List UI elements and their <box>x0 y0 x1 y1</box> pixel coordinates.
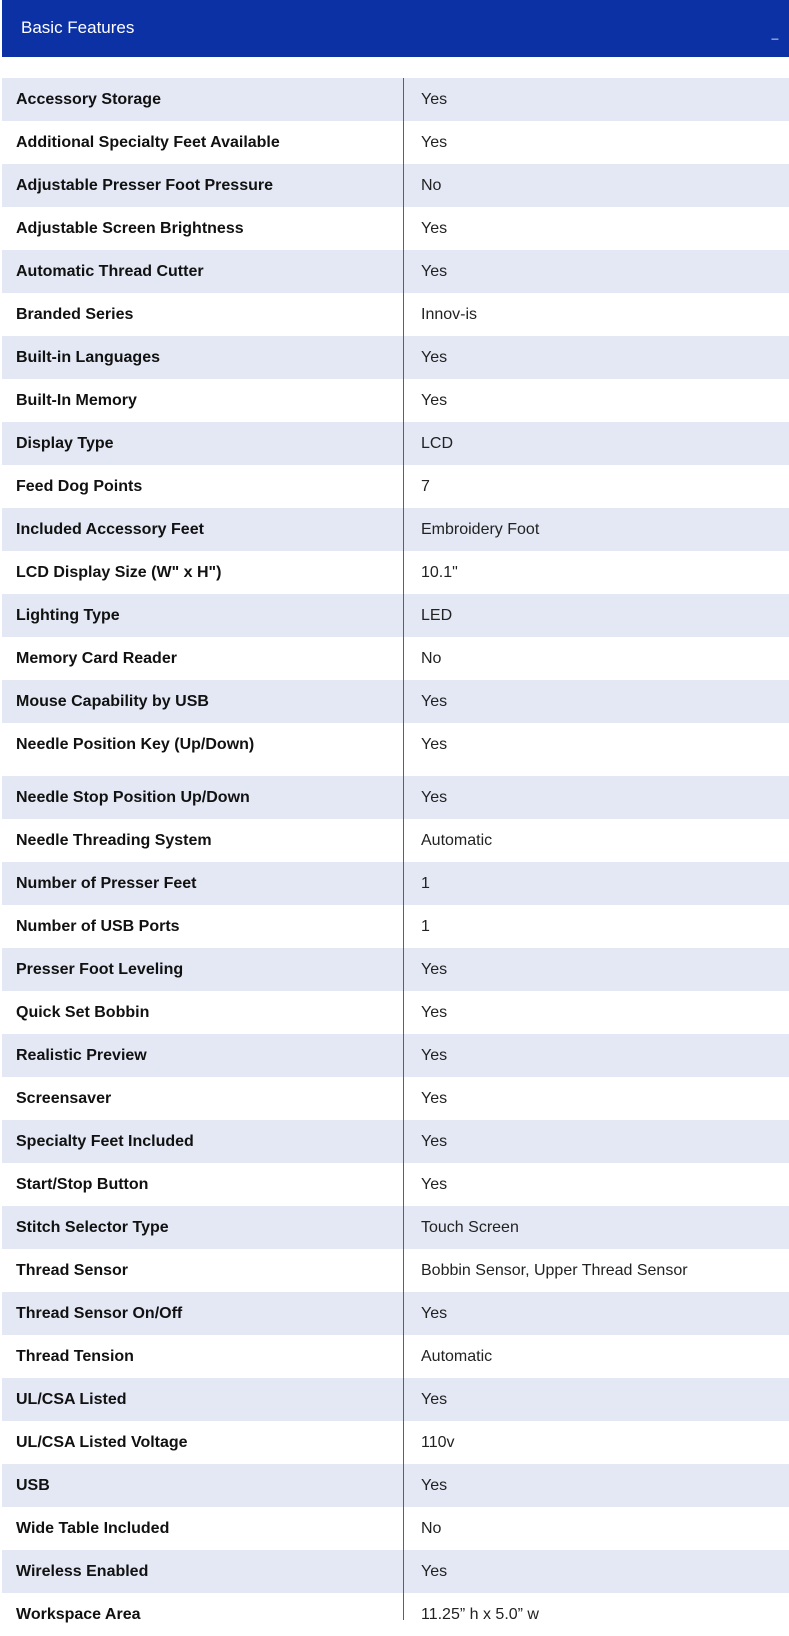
table-row <box>2 336 789 379</box>
spec-label: Adjustable Presser Foot Pressure <box>16 177 273 194</box>
section-header[interactable] <box>2 0 789 57</box>
table-row <box>2 1292 789 1335</box>
spec-label: Lighting Type <box>16 607 120 624</box>
table-row <box>2 164 789 207</box>
table-row <box>2 1550 789 1593</box>
spec-value: No <box>421 650 442 667</box>
spec-label: LCD Display Size (W" x H") <box>16 564 222 581</box>
spec-label: Needle Threading System <box>16 832 212 849</box>
spec-value: 10.1" <box>421 564 458 581</box>
spec-label: Presser Foot Leveling <box>16 961 184 978</box>
spec-label: Number of Presser Feet <box>16 875 197 892</box>
spec-value: LED <box>421 607 453 624</box>
table-row <box>2 121 789 164</box>
table-row <box>2 680 789 723</box>
spec-value: Yes <box>421 220 448 237</box>
table-row <box>2 1421 789 1464</box>
spec-label: Wide Table Included <box>16 1520 170 1537</box>
spec-label: Realistic Preview <box>16 1047 147 1064</box>
spec-table <box>2 78 789 1636</box>
spec-label: Built-in Languages <box>16 349 160 366</box>
spec-label: Stitch Selector Type <box>16 1219 169 1236</box>
spec-value: Yes <box>421 961 448 978</box>
spec-label: Thread Sensor <box>16 1262 129 1279</box>
spec-value: Yes <box>421 1563 448 1580</box>
table-row <box>2 1593 789 1636</box>
table-row <box>2 78 789 121</box>
spec-label: UL/CSA Listed <box>16 1391 127 1408</box>
spec-label: Thread Tension <box>16 1348 134 1365</box>
spec-value: Yes <box>421 1133 448 1150</box>
table-row <box>2 905 789 948</box>
spec-value: Yes <box>421 1004 448 1021</box>
spec-value: Yes <box>421 1391 448 1408</box>
table-row <box>2 1335 789 1378</box>
spec-value: Yes <box>421 91 448 108</box>
spec-label: Automatic Thread Cutter <box>16 263 204 280</box>
spec-value: No <box>421 177 442 194</box>
spec-label: Additional Specialty Feet Available <box>16 134 280 151</box>
table-row <box>2 551 789 594</box>
spec-label: Memory Card Reader <box>16 650 177 667</box>
table-row <box>2 819 789 862</box>
spec-value: Yes <box>421 693 448 710</box>
spec-label: Accessory Storage <box>16 91 161 108</box>
table-row <box>2 723 789 776</box>
spec-label: Display Type <box>16 435 114 452</box>
spec-label: UL/CSA Listed Voltage <box>16 1434 188 1451</box>
spec-value: Yes <box>421 263 448 280</box>
spec-label: Start/Stop Button <box>16 1176 149 1193</box>
spec-value: Innov-is <box>421 306 478 323</box>
spec-value: Automatic <box>421 832 493 849</box>
table-row <box>2 776 789 819</box>
table-row <box>2 1034 789 1077</box>
spec-label: Quick Set Bobbin <box>16 1004 150 1021</box>
spec-value: 110v <box>421 1434 455 1451</box>
spec-value: Yes <box>421 1477 448 1494</box>
spec-label: Branded Series <box>16 306 134 323</box>
spec-value: Yes <box>421 1176 448 1193</box>
spec-label: Needle Position Key (Up/Down) <box>16 736 255 753</box>
table-row <box>2 207 789 250</box>
spec-value: Yes <box>421 1305 448 1322</box>
table-row <box>2 379 789 422</box>
section-title: Basic Features <box>21 18 135 37</box>
table-row <box>2 862 789 905</box>
spec-value: Touch Screen <box>421 1219 519 1236</box>
spec-value: Bobbin Sensor, Upper Thread Sensor <box>421 1262 688 1279</box>
table-row <box>2 948 789 991</box>
spec-label: Feed Dog Points <box>16 478 143 495</box>
spec-value: Yes <box>421 789 448 806</box>
spec-value: Automatic <box>421 1348 493 1365</box>
table-row <box>2 1249 789 1292</box>
spec-label: Built-In Memory <box>16 392 137 409</box>
spec-value: Yes <box>421 736 448 753</box>
spec-value: 1 <box>421 875 430 892</box>
spec-value: Yes <box>421 392 448 409</box>
spec-value: 1 <box>421 918 430 935</box>
spec-label: Needle Stop Position Up/Down <box>16 789 250 806</box>
table-row <box>2 1163 789 1206</box>
table-row <box>2 1120 789 1163</box>
table-row <box>2 465 789 508</box>
table-row <box>2 1507 789 1550</box>
spec-value: Yes <box>421 1090 448 1107</box>
table-row <box>2 422 789 465</box>
spec-label: Specialty Feet Included <box>16 1133 194 1150</box>
spec-label: Workspace Area <box>16 1606 141 1623</box>
table-row <box>2 1206 789 1249</box>
spec-label: Included Accessory Feet <box>16 521 204 538</box>
spec-label: USB <box>16 1477 50 1494</box>
table-row <box>2 250 789 293</box>
spec-label: Thread Sensor On/Off <box>16 1305 183 1322</box>
table-row <box>2 637 789 680</box>
table-row <box>2 1077 789 1120</box>
table-row <box>2 594 789 637</box>
spec-value: LCD <box>421 435 454 452</box>
spec-value: Yes <box>421 134 448 151</box>
spec-value: Yes <box>421 349 448 366</box>
table-row <box>2 293 789 336</box>
spec-label: Screensaver <box>16 1090 112 1107</box>
spec-value: Yes <box>421 1047 448 1064</box>
spec-value: 7 <box>421 478 430 495</box>
column-divider <box>403 78 404 1620</box>
spec-label: Number of USB Ports <box>16 918 180 935</box>
spec-label: Mouse Capability by USB <box>16 693 209 710</box>
table-row <box>2 508 789 551</box>
table-row <box>2 1378 789 1421</box>
table-row <box>2 991 789 1034</box>
spec-label: Wireless Enabled <box>16 1563 149 1580</box>
spec-label: Adjustable Screen Brightness <box>16 220 244 237</box>
spec-value: 11.25” h x 5.0” w <box>421 1606 539 1623</box>
spec-value: No <box>421 1520 442 1537</box>
table-row <box>2 1464 789 1507</box>
spec-value: Embroidery Foot <box>421 521 540 538</box>
collapse-icon[interactable]: _ <box>771 26 779 40</box>
basic-features-panel <box>2 0 789 57</box>
